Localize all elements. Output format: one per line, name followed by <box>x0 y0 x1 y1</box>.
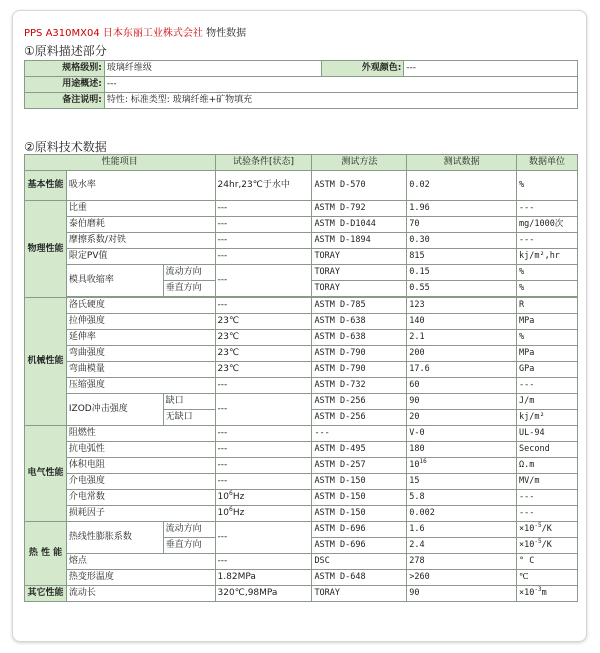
value-exponent: 16 <box>419 458 427 466</box>
use-row <box>25 77 578 93</box>
cond-base: 10 <box>217 492 229 502</box>
property-name: 弯曲模量 <box>66 362 215 378</box>
table-row <box>25 233 578 249</box>
test-condition <box>215 506 312 522</box>
data-unit <box>516 538 577 554</box>
data-unit: --- <box>516 201 577 217</box>
property-name: 热线性膨胀系数 <box>66 522 163 554</box>
table-row <box>25 586 578 602</box>
test-value: 200 <box>407 346 517 362</box>
test-value: 70 <box>407 217 517 233</box>
test-value: 2.4 <box>407 538 517 554</box>
table-row <box>25 201 578 217</box>
property-name: 比重 <box>66 201 215 217</box>
test-condition: --- <box>215 554 312 570</box>
test-value: 278 <box>407 554 517 570</box>
unit-tail: m <box>541 588 547 598</box>
test-value: >260 <box>407 570 517 586</box>
category-electrical: 电气性能 <box>25 426 67 522</box>
spec-label: 规格级别: <box>25 61 105 77</box>
test-value: 0.30 <box>407 233 517 249</box>
property-name: 洛氏硬度 <box>66 298 215 314</box>
test-method: ASTM D-150 <box>312 474 407 490</box>
test-condition: --- <box>215 442 312 458</box>
section1-title: ①原料描述部分 <box>24 44 107 58</box>
table-row <box>25 522 578 538</box>
test-method: ASTM D-790 <box>312 346 407 362</box>
test-method: --- <box>312 426 407 442</box>
test-value: 90 <box>407 586 517 602</box>
category-basic: 基本性能 <box>25 171 67 201</box>
test-condition: --- <box>215 265 312 297</box>
table-row <box>25 458 578 474</box>
test-condition: --- <box>215 474 312 490</box>
test-value: 1.6 <box>407 522 517 538</box>
test-condition: --- <box>215 522 312 554</box>
test-condition: 23℃ <box>215 362 312 378</box>
test-value: 1.96 <box>407 201 517 217</box>
table-row <box>25 314 578 330</box>
data-unit: --- <box>516 378 577 394</box>
data-unit <box>516 522 577 538</box>
property-name: 延伸率 <box>66 330 215 346</box>
test-method: ASTM D-150 <box>312 506 407 522</box>
test-condition: 23℃ <box>215 330 312 346</box>
unit-exponent: -3 <box>534 586 542 594</box>
test-method: TORAY <box>312 281 407 297</box>
test-value: V-0 <box>407 426 517 442</box>
use-value: --- <box>104 77 577 93</box>
category-other: 其它性能 <box>25 586 67 602</box>
property-name: 热变形温度 <box>66 570 215 586</box>
test-method: ASTM D-638 <box>312 314 407 330</box>
property-name: IZOD冲击强度 <box>66 394 163 426</box>
table-row <box>25 265 578 281</box>
test-method: ASTM D-696 <box>312 522 407 538</box>
table-row <box>25 217 578 233</box>
test-method: TORAY <box>312 249 407 265</box>
table-row <box>25 426 578 442</box>
test-condition: --- <box>215 249 312 265</box>
test-condition: 24hr,23℃于水中 <box>215 171 312 201</box>
test-condition: --- <box>215 217 312 233</box>
header-condition: 试验条件[状态] <box>215 155 312 171</box>
data-unit: Second <box>516 442 577 458</box>
data-unit: MPa <box>516 314 577 330</box>
property-name: 阻燃性 <box>66 426 215 442</box>
test-condition: 1.82MPa <box>215 570 312 586</box>
data-unit: % <box>516 330 577 346</box>
data-unit: MV/m <box>516 474 577 490</box>
color-value: --- <box>404 61 578 77</box>
property-name: 模具收缩率 <box>66 265 163 297</box>
test-condition: --- <box>215 394 312 426</box>
test-value: 0.15 <box>407 265 517 281</box>
test-value: 20 <box>407 410 517 426</box>
table-row <box>25 362 578 378</box>
test-method: ASTM D-790 <box>312 362 407 378</box>
note-row <box>25 93 578 109</box>
sub-condition: 垂直方向 <box>163 538 215 554</box>
page-title <box>24 24 246 39</box>
data-unit: GPa <box>516 362 577 378</box>
unit-base: ×10 <box>518 588 535 598</box>
sub-condition: 垂直方向 <box>163 281 215 297</box>
cond-exponent: 6 <box>229 506 233 513</box>
test-method: TORAY <box>312 265 407 281</box>
color-label: 外观颜色: <box>322 61 404 77</box>
property-name: 吸水率 <box>66 171 215 201</box>
test-method: ASTM D-570 <box>312 171 407 201</box>
table-row <box>25 298 578 314</box>
unit-exponent: -5 <box>534 538 542 546</box>
data-unit: R <box>516 298 577 314</box>
unit-exponent: -5 <box>534 522 542 530</box>
cond-unit: Hz <box>232 508 245 518</box>
header-item: 性能项目 <box>25 155 216 171</box>
cond-exponent: 6 <box>229 490 233 497</box>
test-condition: 23℃ <box>215 314 312 330</box>
test-condition: --- <box>215 233 312 249</box>
test-condition: 23℃ <box>215 346 312 362</box>
property-name: 抗电弧性 <box>66 442 215 458</box>
test-method: ASTM D-732 <box>312 378 407 394</box>
test-condition: --- <box>215 426 312 442</box>
unit-tail: /K <box>541 540 552 550</box>
spec-row <box>25 61 578 77</box>
unit-base: ×10 <box>518 540 535 550</box>
unit-base: ×10 <box>518 524 535 534</box>
data-unit: % <box>516 265 577 281</box>
property-name: 介电强度 <box>66 474 215 490</box>
data-unit: --- <box>516 233 577 249</box>
table-row <box>25 378 578 394</box>
property-name: 拉伸强度 <box>66 314 215 330</box>
cond-base: 10 <box>217 508 229 518</box>
property-name: 熔点 <box>66 554 215 570</box>
table-row <box>25 554 578 570</box>
test-method: TORAY <box>312 586 407 602</box>
test-condition: --- <box>215 378 312 394</box>
data-unit: --- <box>516 506 577 522</box>
test-value: 180 <box>407 442 517 458</box>
table-row <box>25 490 578 506</box>
table-row <box>25 171 578 201</box>
test-method: ASTM D-785 <box>312 298 407 314</box>
value-base: 10 <box>409 460 420 470</box>
header-row <box>25 155 578 171</box>
property-name: 流动长 <box>66 586 215 602</box>
table-row <box>25 394 578 410</box>
header-data: 测试数据 <box>407 155 517 171</box>
header-unit: 数据单位 <box>516 155 577 171</box>
technical-data-table <box>24 154 578 602</box>
data-unit: ℃ <box>516 570 577 586</box>
test-value <box>407 458 517 474</box>
note-label: 备注说明: <box>25 93 105 109</box>
test-condition <box>215 490 312 506</box>
grade-title: PPS A310MX04 日本东丽工业株式会社 <box>24 28 203 39</box>
table-row <box>25 442 578 458</box>
note-value: 特性: 标准类型: 玻璃纤维+矿物填充 <box>104 93 577 109</box>
unit-tail: /K <box>541 524 552 534</box>
data-unit: ° C <box>516 554 577 570</box>
test-method: ASTM D-257 <box>312 458 407 474</box>
property-name: 摩擦系数/对铁 <box>66 233 215 249</box>
description-table <box>24 60 578 109</box>
test-condition: 320℃,98MPa <box>215 586 312 602</box>
test-method: ASTM D-256 <box>312 394 407 410</box>
property-name: 泰伯磨耗 <box>66 217 215 233</box>
sub-condition: 无缺口 <box>163 410 215 426</box>
data-unit: --- <box>516 490 577 506</box>
property-name: 限定PV值 <box>66 249 215 265</box>
test-method: ASTM D-150 <box>312 490 407 506</box>
data-unit <box>516 586 577 602</box>
test-method: ASTM D-792 <box>312 201 407 217</box>
data-unit: UL-94 <box>516 426 577 442</box>
property-name: 压缩强度 <box>66 378 215 394</box>
sub-condition: 流动方向 <box>163 522 215 538</box>
test-method: ASTM D-696 <box>312 538 407 554</box>
test-value: 0.02 <box>407 171 517 201</box>
data-unit: Ω.m <box>516 458 577 474</box>
data-unit: kj/m² <box>516 410 577 426</box>
test-value: 5.8 <box>407 490 517 506</box>
test-method: ASTM D-1894 <box>312 233 407 249</box>
table-row <box>25 474 578 490</box>
category-thermal: 热 性 能 <box>25 522 67 586</box>
section2-title: ②原料技术数据 <box>24 140 107 154</box>
test-condition: --- <box>215 458 312 474</box>
data-unit: kj/m²,hr <box>516 249 577 265</box>
property-name: 介电常数 <box>66 490 215 506</box>
test-value: 60 <box>407 378 517 394</box>
sub-condition: 流动方向 <box>163 265 215 281</box>
title-suffix: 物性数据 <box>206 28 247 39</box>
test-value: 17.6 <box>407 362 517 378</box>
use-label: 用途概述: <box>25 77 105 93</box>
test-value: 90 <box>407 394 517 410</box>
data-unit: mg/1000次 <box>516 217 577 233</box>
data-unit: MPa <box>516 346 577 362</box>
table-row <box>25 570 578 586</box>
property-name: 体积电阻 <box>66 458 215 474</box>
test-value: 123 <box>407 298 517 314</box>
table-row <box>25 346 578 362</box>
data-unit: % <box>516 171 577 201</box>
category-physical: 物理性能 <box>25 201 67 298</box>
test-method: ASTM D-495 <box>312 442 407 458</box>
test-method: ASTM D-D1044 <box>312 217 407 233</box>
test-value: 815 <box>407 249 517 265</box>
test-method: ASTM D-256 <box>312 410 407 426</box>
test-value: 140 <box>407 314 517 330</box>
cond-unit: Hz <box>232 492 245 502</box>
property-name: 弯曲强度 <box>66 346 215 362</box>
test-value: 0.55 <box>407 281 517 297</box>
table-row <box>25 249 578 265</box>
category-mechanical: 机械性能 <box>25 298 67 426</box>
spec-value: 玻璃纤维级 <box>104 61 322 77</box>
test-method: ASTM D-648 <box>312 570 407 586</box>
test-method: DSC <box>312 554 407 570</box>
test-value: 15 <box>407 474 517 490</box>
test-value: 2.1 <box>407 330 517 346</box>
table-row <box>25 506 578 522</box>
test-condition: --- <box>215 201 312 217</box>
data-unit: J/m <box>516 394 577 410</box>
property-name: 损耗因子 <box>66 506 215 522</box>
test-value: 0.002 <box>407 506 517 522</box>
test-condition: --- <box>215 298 312 314</box>
test-method: ASTM D-638 <box>312 330 407 346</box>
header-method: 测试方法 <box>312 155 407 171</box>
data-unit: % <box>516 281 577 297</box>
sub-condition: 缺口 <box>163 394 215 410</box>
table-row <box>25 330 578 346</box>
